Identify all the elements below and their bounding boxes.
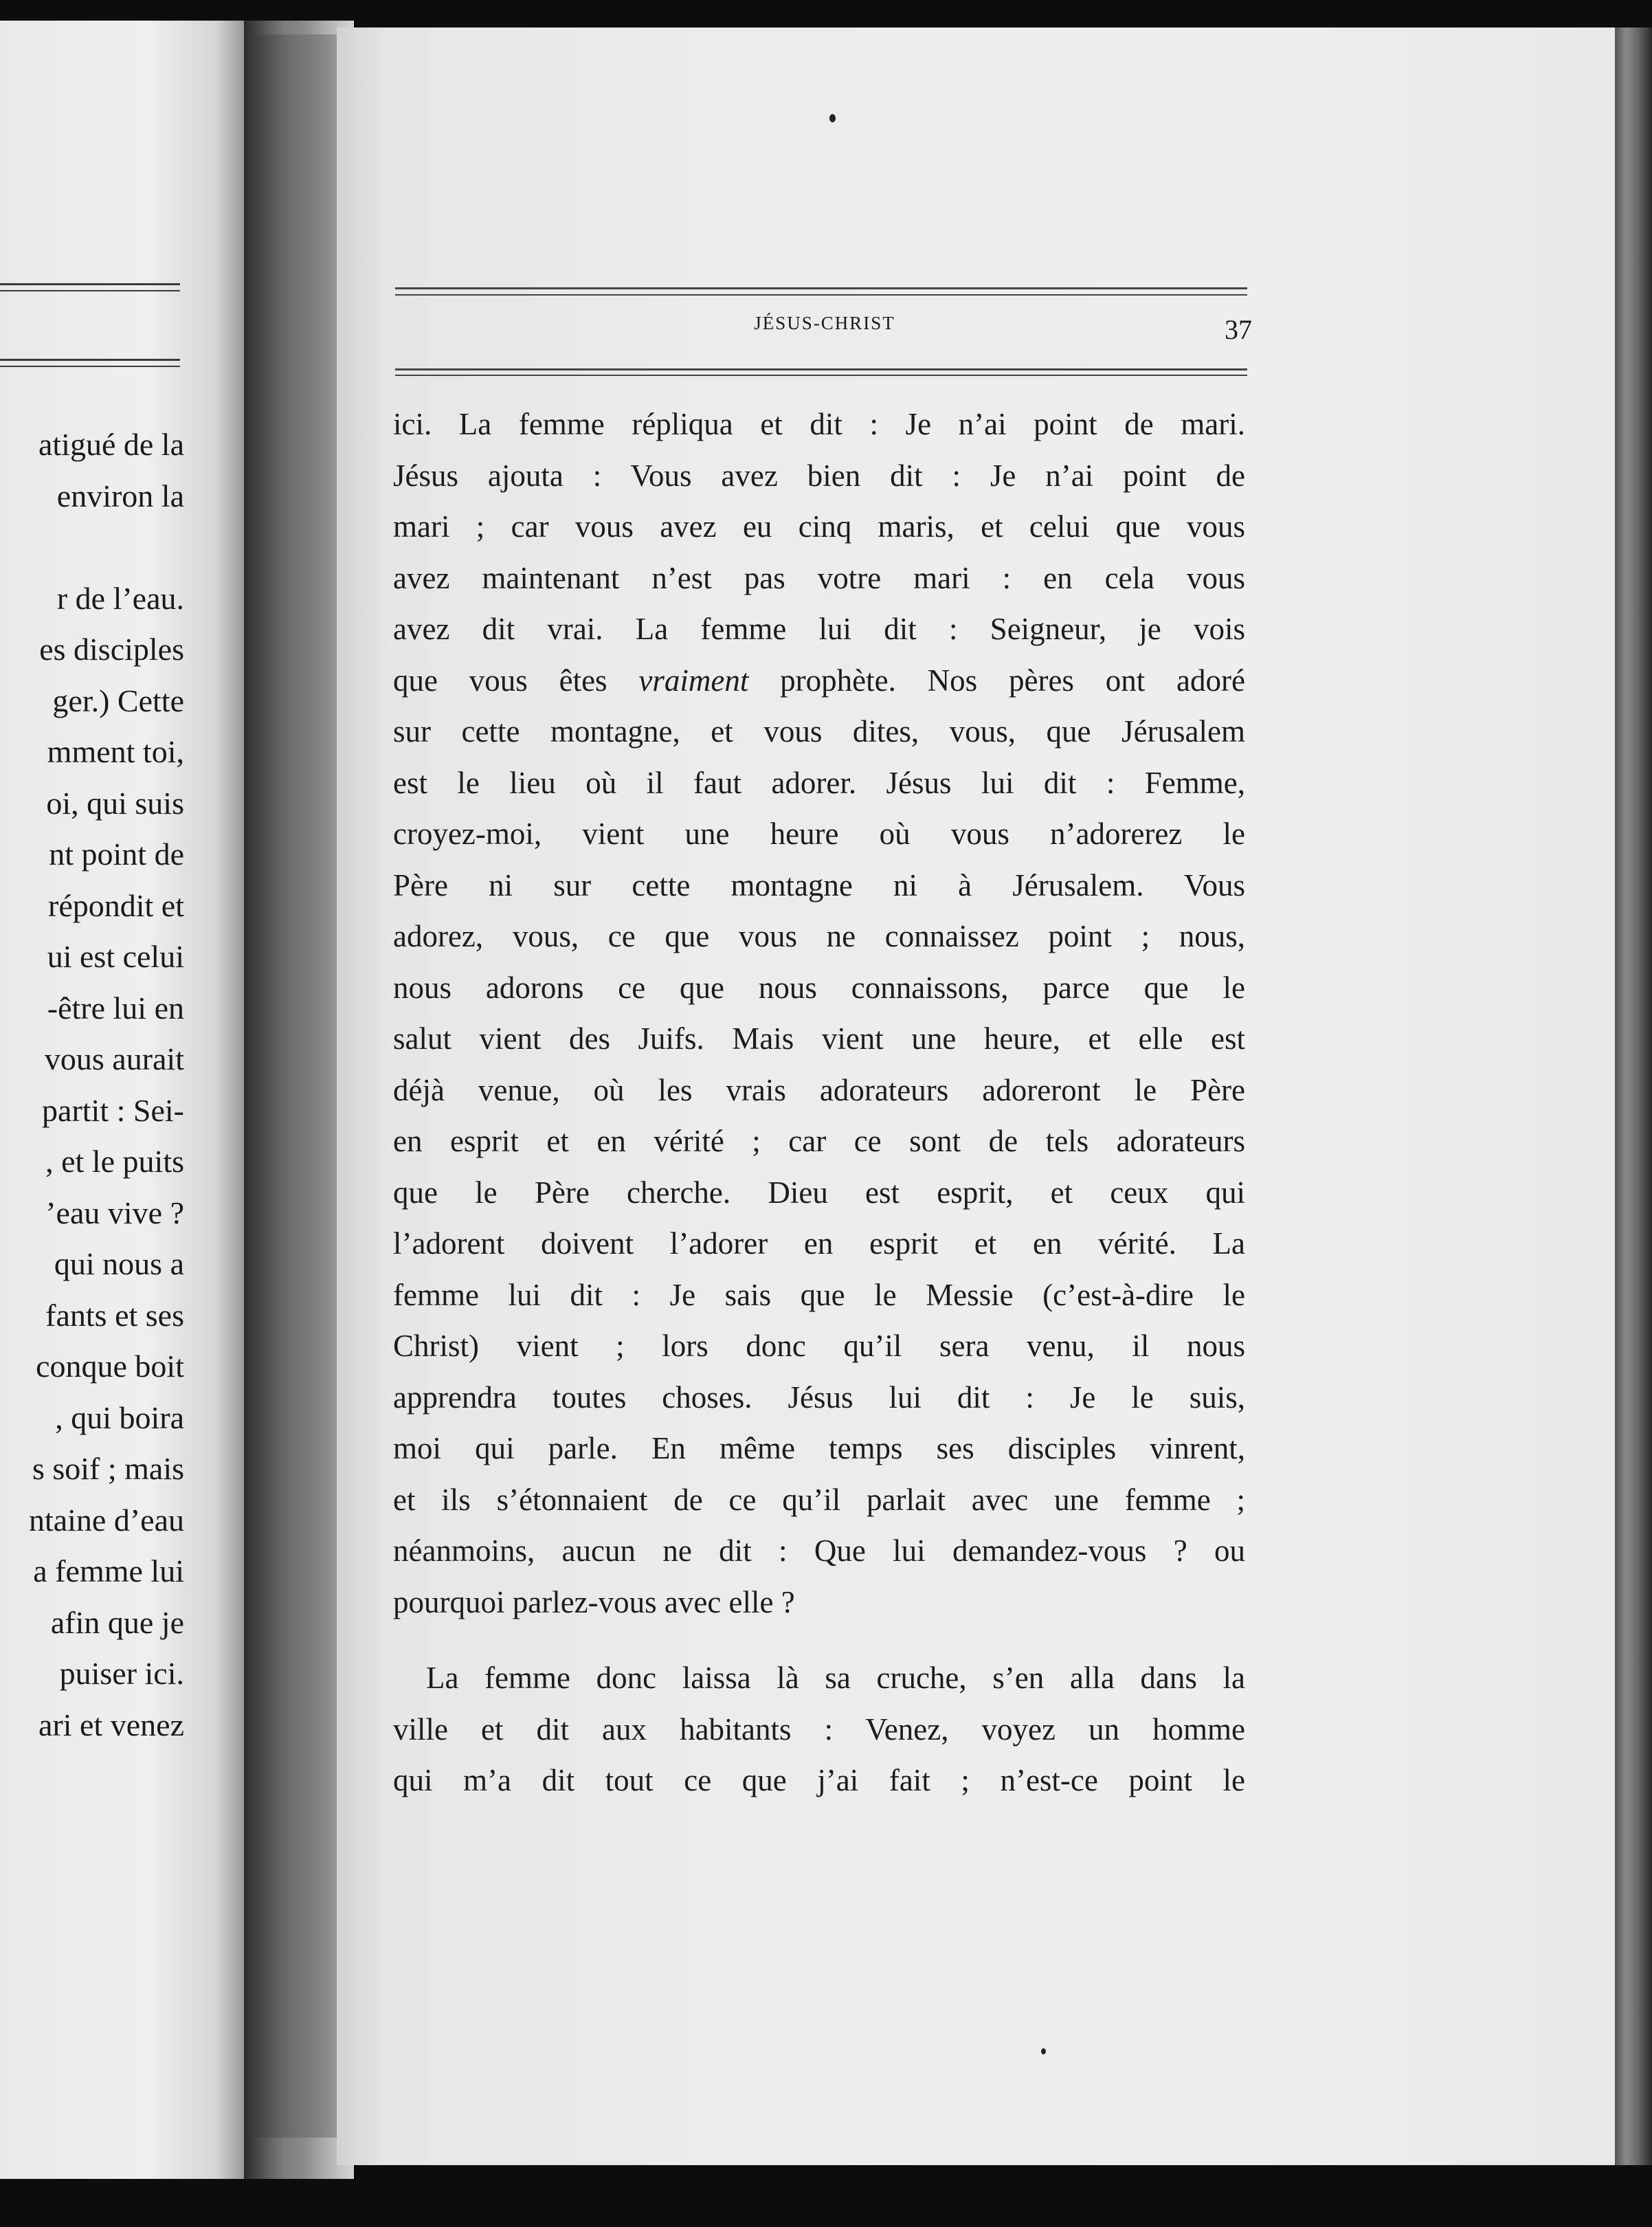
left-text-line: partit : Sei- xyxy=(42,1092,184,1128)
body-text xyxy=(393,399,1245,1806)
text-line: moi qui parle. En même temps ses disciples vinrent, xyxy=(393,1431,1245,1465)
text-line: que le Père cherche. Dieu est esprit, et ceux qui xyxy=(393,1175,1245,1210)
text-line: néanmoins, aucun ne dit : Que lui demandez-vous ? ou xyxy=(393,1533,1245,1568)
header-rule xyxy=(395,375,1247,376)
left-text-line: nt point de xyxy=(49,836,184,872)
header-rule xyxy=(395,368,1247,370)
paragraph-gap xyxy=(393,1628,1245,1652)
text-line: ville et dit aux habitants : Venez, voyez un homme xyxy=(393,1711,1245,1747)
page-number: 37 xyxy=(1225,314,1252,345)
text-line: en esprit et en vérité ; car ce sont de tels adorateurs xyxy=(393,1124,1245,1158)
ink-speck xyxy=(1041,2048,1046,2054)
left-header-rule xyxy=(0,359,180,361)
left-header-rule xyxy=(0,290,180,291)
text-segment: que vous êtes xyxy=(393,663,639,698)
page-edge xyxy=(1615,27,1652,2165)
left-page xyxy=(0,21,244,2179)
left-text-line: ’eau vive ? xyxy=(45,1195,184,1230)
left-text-line: mment toi, xyxy=(47,734,184,769)
text-line: apprendra toutes choses. Jésus lui dit : Je le suis, xyxy=(393,1380,1245,1415)
paragraph xyxy=(393,399,1245,1628)
left-text-line: vous aurait xyxy=(44,1041,184,1076)
text-line: et ils s’étonnaient de ce qu’il parlait avec une femme ; xyxy=(393,1482,1245,1517)
text-line: Père ni sur cette montagne ni à Jérusalem. Vous xyxy=(393,867,1245,902)
text-line: sur cette montagne, et vous dites, vous, que Jérusalem xyxy=(393,714,1245,749)
left-text-line: r de l’eau. xyxy=(56,580,184,616)
text-line: avez dit vrai. La femme lui dit : Seigneur, je vois xyxy=(393,612,1245,646)
left-text-line: atigué de la xyxy=(38,427,184,462)
left-text-line: es disciples xyxy=(39,632,184,667)
left-text-line: a femme lui xyxy=(33,1553,184,1588)
left-text-line: ger.) Cette xyxy=(52,683,184,718)
gutter-shadow xyxy=(253,34,349,2138)
left-text-line: qui nous a xyxy=(54,1246,184,1281)
header-rule xyxy=(395,294,1247,296)
left-text-line: conque boit xyxy=(36,1349,184,1384)
left-text-line: -être lui en xyxy=(47,990,184,1026)
text-line: ici. La femme répliqua et dit : Je n’ai point de mari. xyxy=(393,407,1245,441)
text-line: avez maintenant n’est pas votre mari : en cela vous xyxy=(393,560,1245,595)
ink-speck xyxy=(829,114,836,122)
text-line: déjà venue, où les vrais adorateurs adoreront le Père xyxy=(393,1072,1245,1107)
left-text-line: ntaine d’eau xyxy=(28,1502,184,1538)
text-line: est le lieu où il faut adorer. Jésus lui dit : Femme, xyxy=(393,765,1245,800)
left-page-text xyxy=(0,419,184,1751)
left-text-line xyxy=(0,522,184,573)
text-line: croyez-moi, vient une heure où vous n’adorerez le xyxy=(393,817,1245,851)
text-line: nous adorons ce que nous connaissons, parce que le xyxy=(393,970,1245,1005)
left-text-line: afin que je xyxy=(50,1604,184,1640)
text-segment: prophète. Nos pères ont adoré xyxy=(748,663,1245,698)
left-text-line: fants et ses xyxy=(45,1297,184,1333)
text-line: Jésus ajouta : Vous avez bien dit : Je n’ai point de xyxy=(393,458,1245,493)
left-text-line: s soif ; mais xyxy=(32,1451,184,1486)
left-text-line: puiser ici. xyxy=(59,1656,184,1691)
text-line: femme lui dit : Je sais que le Messie (c’est-à-dire le xyxy=(393,1277,1245,1312)
left-header-rule xyxy=(0,283,180,285)
text-line: salut vient des Juifs. Mais vient une heure, et elle est xyxy=(393,1021,1245,1056)
text-line: mari ; car vous avez eu cinq maris, et celui que vous xyxy=(393,509,1245,544)
text-line: adorez, vous, ce que vous ne connaissez point ; nous, xyxy=(393,919,1245,953)
left-text-line: , qui boira xyxy=(55,1399,184,1435)
left-text-line: répondit et xyxy=(48,887,184,923)
text-line: pourquoi parlez-vous avec elle ? xyxy=(393,1584,795,1619)
left-text-line: oi, qui suis xyxy=(46,785,184,821)
italic-word: vraiment xyxy=(638,663,749,698)
text-line: La femme donc laissa là sa cruche, s’en alla dans la xyxy=(426,1661,1245,1695)
left-text-line: environ la xyxy=(56,478,184,513)
left-text-line: ari et venez xyxy=(38,1707,184,1742)
left-text-line: ui est celui xyxy=(47,939,184,974)
text-line: l’adorent doivent l’adorer en esprit et en vérité. La xyxy=(393,1226,1245,1261)
paragraph xyxy=(393,1652,1245,1806)
header-rule xyxy=(395,287,1247,289)
text-line: Christ) vient ; lors donc qu’il sera venu, il nous xyxy=(393,1329,1245,1363)
running-head: JÉSUS-CHRIST xyxy=(754,313,895,333)
text-line xyxy=(393,655,1245,707)
left-header-rule xyxy=(0,366,180,367)
text-line: qui m’a dit tout ce que j’ai fait ; n’est-ce point le xyxy=(393,1763,1245,1797)
left-text-line: , et le puits xyxy=(45,1144,184,1179)
